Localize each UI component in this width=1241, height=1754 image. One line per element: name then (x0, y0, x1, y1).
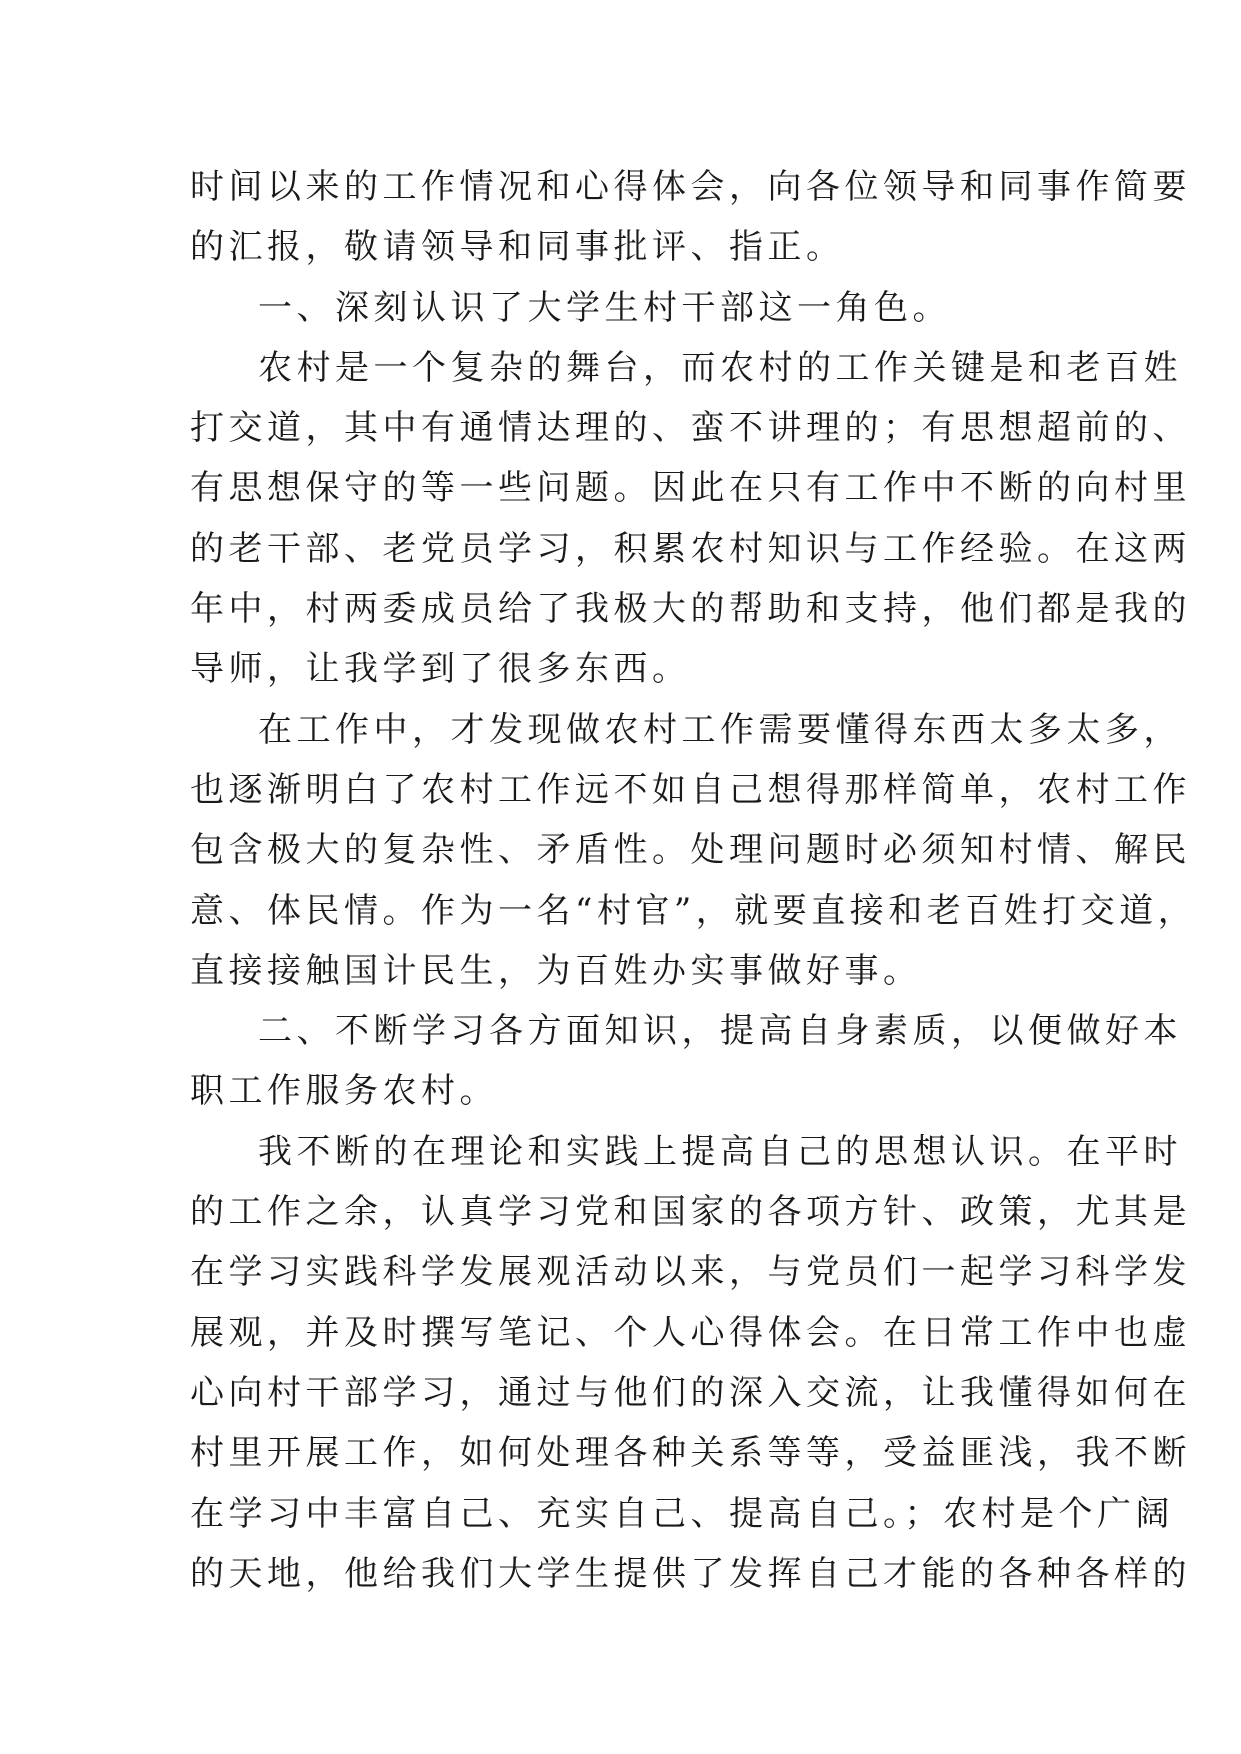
text-line: 包含极大的复杂性、矛盾性。处理问题时必须知村情、解民 (190, 830, 1191, 871)
text-line: 有思想保守的等一些问题。因此在只有工作中不断的向村里 (190, 468, 1191, 509)
section-heading: 二、不断学习各方面知识，提高自身素质，以便做好本 (258, 1011, 1182, 1052)
text-line: 意、体民情。作为一名“村官”，就要直接和老百姓打交道， (190, 890, 1197, 931)
text-line: 时间以来的工作情况和心得体会，向各位领导和同事作简要 (190, 167, 1191, 207)
text-line: 也逐渐明白了农村工作远不如自己想得那样简单，农村工作 (190, 769, 1191, 810)
text-line: 在学习实践科学发展观活动以来，与党员们一起学习科学发 (190, 1252, 1191, 1293)
text-line: 在学习中丰富自己、充实自己、提高自己。；农村是个广阔 (190, 1493, 1174, 1534)
text-line: 导师，让我学到了很多东西。 (190, 649, 691, 690)
text-line: 的汇报，敬请领导和同事批评、指正。 (190, 227, 845, 268)
text-line: 年中，村两委成员给了我极大的帮助和支持，他们都是我的 (190, 589, 1191, 630)
text-line: 我不断的在理论和实践上提高自己的思想认识。在平时 (258, 1131, 1182, 1172)
text-line: 打交道，其中有通情达理的、蛮不讲理的；有思想超前的、 (190, 408, 1191, 449)
section-heading: 职工作服务农村。 (190, 1071, 498, 1112)
text-line: 的天地，他给我们大学生提供了发挥自己才能的各种各样的 (190, 1553, 1191, 1594)
text-line: 直接接触国计民生，为百姓办实事做好事。 (190, 950, 922, 991)
text-line: 的老干部、老党员学习，积累农村知识与工作经验。在这两 (190, 528, 1191, 569)
body-text (190, 157, 1197, 1604)
text-line: 在工作中，才发现做农村工作需要懂得东西太多太多， (258, 709, 1182, 750)
text-line: 农村是一个复杂的舞台，而农村的工作关键是和老百姓 (258, 347, 1182, 388)
text-line: 村里开展工作，如何处理各种关系等等，受益匪浅，我不断 (190, 1433, 1191, 1474)
text-line: 的工作之余，认真学习党和国家的各项方针、政策，尤其是 (190, 1192, 1191, 1233)
text-line: 心向村干部学习，通过与他们的深入交流，让我懂得如何在 (190, 1372, 1191, 1413)
section-heading: 一、深刻认识了大学生村干部这一角色。 (258, 287, 951, 328)
text-line: 展观，并及时撰写笔记、个人心得体会。在日常工作中也虚 (190, 1312, 1191, 1353)
